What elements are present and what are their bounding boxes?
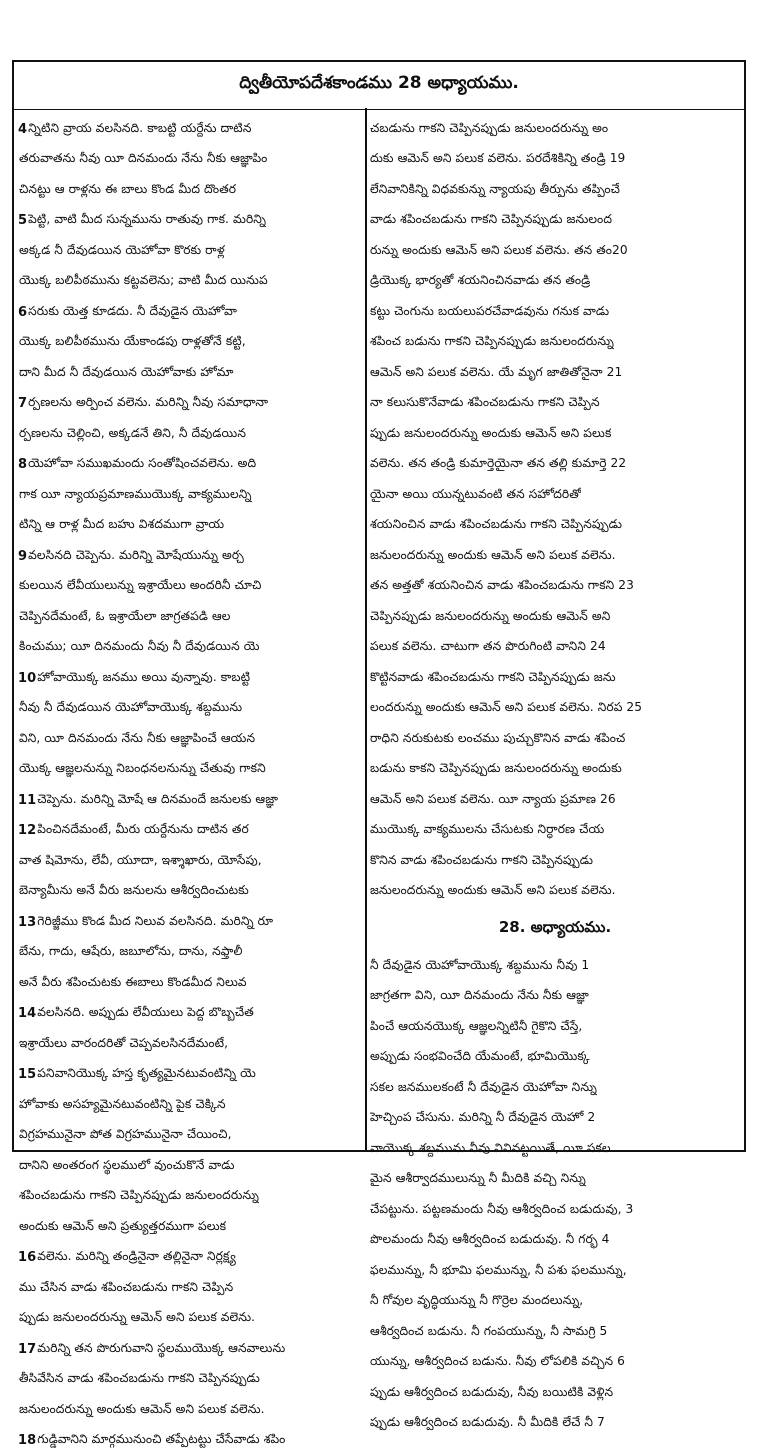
line-text: నీ గోవుల వృద్ధియున్ను నీ గొర్రెల మందలున్ను, [370, 1293, 583, 1310]
page-title: ద్వితీయోపదేశకాండము 28 అధ్యాయము. [239, 73, 519, 97]
text-line [18, 724, 360, 755]
text-line [370, 1195, 740, 1226]
line-text: యున్ను, ఆశీర్వదించ బడును. నీవు లోపలికి వచ్చిన 6 [370, 1354, 625, 1371]
left-column [18, 114, 360, 1456]
text-line [18, 541, 360, 572]
text-line [370, 572, 740, 603]
line-text: మైన ఆశీర్వాదములున్ను నీ మీదికి వచ్చి నిన్ను [370, 1171, 586, 1188]
line-text: గుడ్డివానిని మార్గమునుంచి తప్పేటట్టు చేసేవాడు శపిం [37, 1432, 285, 1449]
text-line [370, 951, 740, 982]
line-text: తన అత్తతో శయనించిన వాడు శపించబడును గాకని 23 [370, 578, 634, 595]
line-text: చినట్టు ఆ రాళ్లను ఈ బాలు కొండ మీద దొంతర [19, 182, 236, 199]
text-line [18, 633, 360, 664]
line-text: టిన్ని ఆ రాళ్ల మీద బహు విశదముగా వ్రాయ [19, 517, 224, 534]
text-line [370, 358, 740, 389]
line-text: శయనించిన వాడు శపించబడును గాకని చెప్పినప్పుడు [370, 517, 622, 534]
line-text: దాని మీద నీ దేవుడయిన యెహోవాకు హోమా [19, 365, 234, 382]
text-line [18, 297, 360, 328]
section-title [370, 907, 740, 951]
line-text: ప్పుడు జనులందరున్ను ఆమెన్ అని పలుక వలెను. [19, 1310, 255, 1327]
line-text: జాగ్రతగా విని, యీ దినమందు నేను నీకు ఆజ్ఞా [370, 988, 589, 1005]
text-line [18, 1304, 360, 1335]
line-text: నా కలుసుకొనేవాడు శపించబడును గాకని చెప్పిన [370, 395, 600, 412]
text-line [370, 1226, 740, 1257]
text-line [18, 1060, 360, 1091]
line-text: బేను, గాదు, ఆషేరు, జబూలోను, దాను, నఫ్తాలీ [19, 944, 242, 961]
line-text: వలసినది చెప్పెను. మరిన్ని మోషేయున్ను అర్చ [28, 548, 244, 565]
line-text: పించినదేమంటే, మీరు యర్దేనును దాటిన తర [37, 822, 249, 839]
line-text: అనే వీరు శపించుటకు ఈబాలు కొండమీద నిలువ [19, 975, 247, 992]
text-line [18, 206, 360, 237]
line-text: కులయిన లేవీయులున్ను ఇశ్రాయేలు అందరినీ చూచి [19, 578, 261, 595]
line-text: దుకు ఆమెన్ అని పలుక వలెను. పరదేశికిన్ని తండ్రి 19 [370, 151, 625, 168]
line-text: శపించబడును గాకని చెప్పినప్పుడు జనులందరున్ను [19, 1188, 259, 1205]
line-text: తరువాతను నీవు యీ దినమందు నేను నీకు ఆజ్ఞాపిం [19, 151, 267, 168]
text-line [370, 1378, 740, 1409]
text-line [18, 114, 360, 145]
line-text: చెప్పినదేమంటే, ఓ ఇశ్రాయేలా జాగ్రతపడి ఆల [19, 609, 231, 626]
line-text: ప్పుడు జనులందరున్ను అందుకు ఆమెన్ అని పలుక [370, 426, 611, 443]
text-line [370, 267, 740, 298]
text-line [370, 480, 740, 511]
line-text: మరిన్ని తన పొరుగువాని స్థలముయొక్క ఆనవాలును [37, 1341, 285, 1358]
text-line [18, 1334, 360, 1365]
text-line [18, 1395, 360, 1426]
text-line [18, 877, 360, 908]
line-text: యెహోవా సముఖమందు సంతోషించవలెను. అది [28, 456, 256, 473]
text-line [370, 724, 740, 755]
text-line [18, 1243, 360, 1274]
line-text: కొట్టినవాడు శపించబడును గాకని చెప్పినప్పుడు జను [370, 670, 616, 687]
line-text: సరుకు యెత్త కూడదు. నీ దేవుడైన యెహోవా [28, 304, 237, 321]
line-text: ముయొక్క వాక్యములను చేసుటకు నిర్ధారణ చేయ [370, 822, 604, 839]
line-text: బడును కాకని చెప్పినప్పుడు జనులందరున్ను అందుకు [370, 761, 622, 778]
line-text: చెప్పినప్పుడు జనులందరున్ను అందుకు ఆమెన్ అని [370, 609, 610, 626]
line-text: అక్కడ నీ దేవుడయిన యెహోవా కొరకు రాళ్ల [19, 243, 225, 260]
verse-number: 5 [18, 213, 27, 228]
text-line [18, 1029, 360, 1060]
text-line [18, 450, 360, 481]
line-text: హోవాయొక్క జనము అయి వున్నావు. కాబట్టి [37, 670, 250, 687]
text-line [370, 846, 740, 877]
line-text: యైనా అయి యున్నటువంటి తన సహోదరితో [370, 487, 581, 504]
line-text: కొనిన వాడు శపించబడును గాకని చెప్పినప్పుడు [370, 853, 593, 870]
text-line [370, 419, 740, 450]
text-line [18, 1365, 360, 1396]
line-text: యొక్క ఆజ్ఞలనున్ను నిబంధనలనున్ను చేతువు గాకని [19, 761, 266, 778]
text-line [370, 694, 740, 725]
line-text: విని, యీ దినమందు నేను నీకు ఆజ్ఞాపించే ఆయన [19, 731, 255, 748]
text-line [18, 358, 360, 389]
text-line [370, 236, 740, 267]
verse-number: 13 [18, 915, 36, 930]
text-line [18, 480, 360, 511]
line-text: కట్టు చెంగును బయలుపరచేవాడవును గనుక వాడు [370, 304, 609, 321]
line-text: జనులందరున్ను అందుకు ఆమెన్ అని పలుక వలెను. [19, 1402, 265, 1419]
text-line [18, 907, 360, 938]
line-text: ఇశ్రాయేలు వారందరితో చెప్పవలసినదేమంటే, [19, 1036, 228, 1053]
line-text: పనివానియొక్క హస్త కృత్యమైనటువంటిన్ని యె [37, 1066, 256, 1083]
verse-number: 18 [18, 1433, 36, 1448]
line-text: ఆమెన్ అని పలుక వలెను. యే మృగ జాతితోనైనా 21 [370, 365, 622, 382]
line-text: పించే ఆయనయొక్క ఆజ్ఞలన్నిటినీ గైకొని చేస్తే, [370, 1019, 582, 1036]
text-line [18, 1273, 360, 1304]
line-text: వలసినది. అప్పుడు లేవీయులు పెద్ద బొబ్బచేత [37, 1005, 254, 1022]
line-text: న్నిటిని వ్రాయ వలసినది. కాబట్టి యర్దేను దాటిన [28, 121, 251, 138]
text-line [370, 206, 740, 237]
line-text: వలెను. తన తండ్రి కుమార్తెయైనా తన తల్లి కుమార్తె 22 [370, 456, 626, 473]
line-text: జనులందరున్ను అందుకు ఆమెన్ అని పలుక వలెను. [370, 548, 616, 565]
text-line [18, 1182, 360, 1213]
line-text: లందరున్ను అందుకు ఆమెన్ అని పలుక వలెను. నిరప 25 [370, 700, 642, 717]
text-line [18, 816, 360, 847]
line-text: శపించ బడును గాకని చెప్పినప్పుడు జనులందరున్ను [370, 334, 614, 351]
line-text: లేనివానికిన్ని విధవకున్ను న్యాయపు తీర్పును తప్పించే [370, 182, 620, 199]
line-text: యొక్క బలిపీఠమును యేకాండపు రాళ్లతోనే కట్టి, [19, 334, 246, 351]
text-line [370, 1256, 740, 1287]
verse-number: 16 [18, 1250, 36, 1265]
text-line [370, 1165, 740, 1196]
chapter-heading: 28. అధ్యాయము. [499, 918, 611, 940]
verse-number: 15 [18, 1067, 36, 1082]
text-line [18, 938, 360, 969]
text-line [18, 1090, 360, 1121]
text-line [18, 602, 360, 633]
verse-number: 12 [18, 823, 36, 838]
text-line [18, 1426, 360, 1456]
line-text: రున్ను అందుకు ఆమెన్ అని పలుక వలెను. తన తం20 [370, 243, 628, 260]
text-line [18, 236, 360, 267]
verse-number: 7 [18, 396, 27, 411]
line-text: చేపట్టును. పట్టణమందు నీవు ఆశీర్వదించ బడుదువు, 3 [370, 1202, 633, 1219]
text-line [370, 755, 740, 786]
text-line [370, 297, 740, 328]
column-divider [365, 108, 367, 1152]
verse-number: 6 [18, 305, 27, 320]
line-text: రాధిని నరుకుటకు లంచము పుచ్చుకొనిన వాడు శపించ [370, 731, 625, 748]
line-text: బెన్యామీను అనే వీరు జనులను ఆశీర్వదించుటకు [19, 883, 249, 900]
text-line [370, 1348, 740, 1379]
line-text: విగ్రహమునైనా పోత విగ్రహమునైనా చేయించి, [19, 1127, 232, 1144]
text-line [18, 175, 360, 206]
text-line [370, 541, 740, 572]
text-line [370, 1409, 740, 1440]
verse-number: 4 [18, 122, 27, 137]
text-line [370, 1073, 740, 1104]
verse-number: 17 [18, 1342, 36, 1357]
text-line [370, 982, 740, 1013]
line-text: ఫలమున్ను, నీ భూమి ఫలమున్ను, నీ పశు ఫలమున్ను, [370, 1263, 627, 1280]
text-line [18, 785, 360, 816]
line-text: కించుము; యీ దినమందు నీవు నీ దేవుడయిన యె [19, 639, 259, 656]
text-line [370, 389, 740, 420]
line-text: తీసివేసిన వాడు శపించబడును గాకని చెప్పినప్పుడు [19, 1371, 260, 1388]
line-text: పలుక వలెను. చాటుగా తన పొరుగింటి వానిని 24 [370, 639, 606, 656]
text-line [370, 785, 740, 816]
text-line [370, 1134, 740, 1165]
text-line [370, 175, 740, 206]
line-text: ర్పణలను అర్పించ వలెను. మరిన్ని నీవు సమాధానా [28, 395, 268, 412]
verse-number: 11 [18, 793, 36, 808]
text-line [370, 877, 740, 908]
line-text: అప్పుడు సంభవించేది యేమంటే, భూమియొక్క [370, 1049, 590, 1066]
text-line [370, 114, 740, 145]
line-text: వలెను. మరిన్ని తండ్రినైనా తల్లినైనా నిర్లక్ష్య [37, 1249, 236, 1266]
text-line [18, 419, 360, 450]
line-text: దానిని అంతరంగ స్థలములో వుంచుకొనే వాడు [19, 1158, 235, 1175]
verse-number: 14 [18, 1006, 36, 1021]
text-line [370, 328, 740, 359]
text-line [370, 145, 740, 176]
line-text: ప్పుడు ఆశీర్వదించ బడుదువు. నీ మీదికి లేచే నీ 7 [370, 1415, 605, 1432]
text-line [370, 1012, 740, 1043]
line-text: హెచ్చింప చేసును. మరిన్ని నీ దేవుడైన యెహో 2 [370, 1110, 595, 1127]
text-line [370, 663, 740, 694]
line-text: పెట్టి, వాటి మీద సున్నమును రాతువు గాక. మరిన్ని [28, 212, 266, 229]
right-column-top [370, 114, 740, 907]
verse-number: 8 [18, 457, 27, 472]
line-text: గాక యీ న్యాయప్రమాణముయొక్క వాక్యములన్ని [19, 487, 252, 504]
text-line [18, 572, 360, 603]
text-line [18, 328, 360, 359]
page-header [12, 60, 746, 110]
text-line [18, 389, 360, 420]
line-text: నీ దేవుడైన యెహోవాయొక్క శబ్దమును నీవు 1 [370, 958, 589, 975]
text-line [370, 1287, 740, 1318]
line-text: ర్పణలను చెల్లించి, అక్కడనే తిని, నీ దేవుడయిన [19, 426, 246, 443]
line-text: ఆశీర్వదించ బడును. నీ గంపయున్ను, నీ సామగ్రి 5 [370, 1324, 607, 1341]
line-text: హోవాకు అసహ్యమైనటువంటిన్ని పైక చెక్కిన [19, 1097, 226, 1114]
verse-number: 10 [18, 671, 36, 686]
text-line [370, 1043, 740, 1074]
text-line [18, 968, 360, 999]
line-text: ప్పుడు ఆశీర్వదించ బడుదువు, నీవు బయిటికి వెళ్లిన [370, 1385, 613, 1402]
line-text: ము చేసిన వాడు శపించబడును గాకని చెప్పిన [19, 1280, 233, 1297]
line-text: యొక్క బలిపీఠమును కట్టవలెను; వాటి మీద యినుప [19, 273, 268, 290]
line-text: జనులందరున్ను అందుకు ఆమెన్ అని పలుక వలెను. [370, 883, 616, 900]
line-text: వాయొక్క శబ్దమును నీవు వినినట్టయితే, యీ సకల [370, 1141, 611, 1158]
right-column-bottom [370, 951, 740, 1439]
text-line [18, 1151, 360, 1182]
line-text: చబడును గాకని చెప్పినప్పుడు జనులందరున్ను అం [370, 121, 608, 138]
verse-number: 9 [18, 549, 27, 564]
text-line [370, 816, 740, 847]
text-line [370, 633, 740, 664]
text-line [18, 755, 360, 786]
text-line [18, 267, 360, 298]
text-line [18, 846, 360, 877]
text-line [18, 511, 360, 542]
text-line [370, 450, 740, 481]
text-line [18, 694, 360, 725]
line-text: సకల జనములకంటే నీ దేవుడైన యెహోవా నిన్ను [370, 1080, 597, 1097]
text-line [370, 1317, 740, 1348]
text-line [18, 1212, 360, 1243]
line-text: ఆమెన్ అని పలుక వలెను. యీ న్యాయ ప్రమాణ 26 [370, 792, 616, 809]
text-line [18, 999, 360, 1030]
text-line [18, 145, 360, 176]
line-text: వాత షిమోను, లేవీ, యూదా, ఇశ్శాఖారు, యోసేపు, [19, 853, 262, 870]
text-line [18, 1121, 360, 1152]
line-text: నీవు నీ దేవుడయిన యెహోవాయొక్క శబ్దమును [19, 700, 242, 717]
line-text: పొలమందు నీవు ఆశీర్వదించ బడుదువు. నీ గర్భ 4 [370, 1232, 609, 1249]
text-line [370, 511, 740, 542]
line-text: గెరిజ్జీము కొండ మీద నిలువ వలసినది. మరిన్ని రూ [37, 914, 273, 931]
line-text: అందుకు ఆమెన్ అని ప్రత్యుత్తరముగా పలుక [19, 1219, 226, 1236]
line-text: చెప్పెను. మరిన్ని మోషే ఆ దినమందే జనులకు ఆజ్ఞా [37, 792, 278, 809]
text-line [370, 1104, 740, 1135]
line-text: డ్రియొక్క భార్యతో శయనించినవాడు తన తండ్రి [370, 273, 590, 290]
text-line [18, 663, 360, 694]
right-column [370, 114, 740, 1439]
text-line [370, 602, 740, 633]
line-text: వాడు శపించబడును గాకని చెప్పినప్పుడు జనులంద [370, 212, 612, 229]
